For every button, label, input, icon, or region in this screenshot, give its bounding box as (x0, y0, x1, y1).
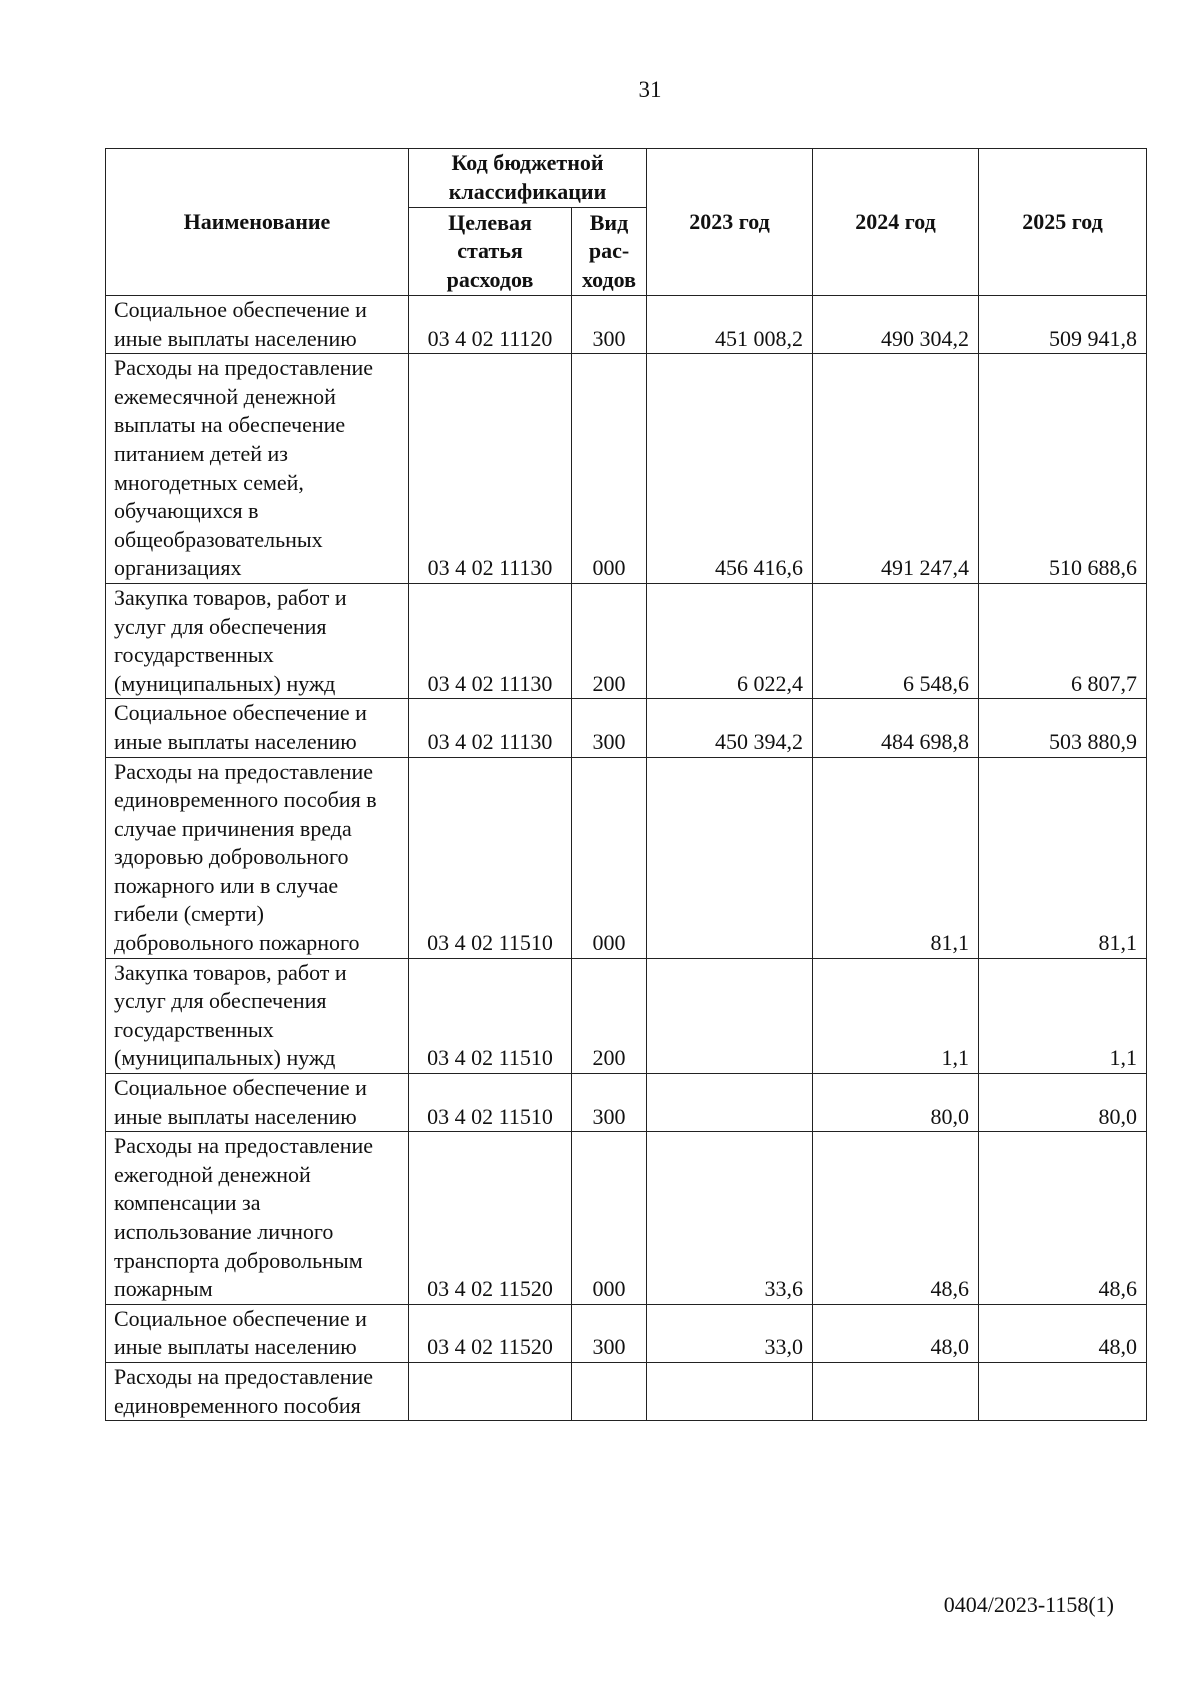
header-target-article: Целевая статья расходов (409, 208, 572, 296)
header-2025: 2025 год (979, 149, 1147, 296)
row-expense-type-cell: 200 (572, 958, 647, 1073)
header-code-group: Код бюджетной классификации (409, 149, 647, 208)
row-expense-type-cell: 300 (572, 1304, 647, 1362)
row-2023-cell: 456 416,6 (647, 354, 813, 584)
row-2024-cell: 484 698,8 (813, 699, 979, 757)
row-target-article-cell: 03 4 02 11120 (409, 296, 572, 354)
row-2025-cell: 48,6 (979, 1132, 1147, 1305)
row-2023-cell: 33,6 (647, 1132, 813, 1305)
row-target-article-cell (409, 1362, 572, 1420)
row-expense-type-cell: 000 (572, 757, 647, 958)
row-2025-cell: 48,0 (979, 1304, 1147, 1362)
table-row (106, 354, 1147, 584)
row-2023-cell (647, 757, 813, 958)
row-name-cell: Социальное обеспечение и иные выплаты населению (106, 296, 409, 354)
row-2024-cell: 48,0 (813, 1304, 979, 1362)
page-number: 31 (638, 77, 662, 102)
table-row (106, 296, 1147, 354)
row-target-article-cell: 03 4 02 11130 (409, 354, 572, 584)
row-name-cell: Социальное обеспечение и иные выплаты населению (106, 1074, 409, 1132)
row-name-cell: Социальное обеспечение и иные выплаты населению (106, 699, 409, 757)
row-2024-cell: 48,6 (813, 1132, 979, 1305)
row-name-cell: Расходы на предоставление единовременного пособия (106, 1362, 409, 1420)
row-2025-cell: 6 807,7 (979, 583, 1147, 698)
row-expense-type-cell: 300 (572, 296, 647, 354)
row-2023-cell: 451 008,2 (647, 296, 813, 354)
table-body (106, 296, 1147, 1421)
row-2024-cell: 1,1 (813, 958, 979, 1073)
row-2023-cell (647, 1074, 813, 1132)
row-target-article-cell: 03 4 02 11510 (409, 1074, 572, 1132)
table-row (106, 583, 1147, 698)
document-id: 0404/2023-1158(1) (943, 1592, 1114, 1617)
row-2023-cell (647, 1362, 813, 1420)
table-row (106, 1304, 1147, 1362)
row-name-cell: Расходы на предоставление ежегодной денежной компенсации за использование личного транспорта добровольным пожарным (106, 1132, 409, 1305)
row-2023-cell: 6 022,4 (647, 583, 813, 698)
row-expense-type-cell: 200 (572, 583, 647, 698)
row-expense-type-cell (572, 1362, 647, 1420)
table-row (106, 699, 1147, 757)
row-2025-cell: 503 880,9 (979, 699, 1147, 757)
row-name-cell: Социальное обеспечение и иные выплаты населению (106, 1304, 409, 1362)
row-target-article-cell: 03 4 02 11130 (409, 583, 572, 698)
row-target-article-cell: 03 4 02 11520 (409, 1304, 572, 1362)
header-2024: 2024 год (813, 149, 979, 296)
table-row (106, 958, 1147, 1073)
budget-table (105, 148, 1147, 1421)
row-2023-cell: 450 394,2 (647, 699, 813, 757)
header-name: Наименование (106, 149, 409, 296)
row-expense-type-cell: 300 (572, 699, 647, 757)
row-target-article-cell: 03 4 02 11510 (409, 958, 572, 1073)
row-2023-cell: 33,0 (647, 1304, 813, 1362)
row-2025-cell: 510 688,6 (979, 354, 1147, 584)
header-2023: 2023 год (647, 149, 813, 296)
row-expense-type-cell: 000 (572, 1132, 647, 1305)
row-target-article-cell: 03 4 02 11510 (409, 757, 572, 958)
row-target-article-cell: 03 4 02 11130 (409, 699, 572, 757)
header-expense-type: Вид рас-ходов (572, 208, 647, 296)
table-row (106, 1074, 1147, 1132)
row-name-cell: Закупка товаров, работ и услуг для обеспечения государственных (муниципальных) нужд (106, 958, 409, 1073)
row-2024-cell: 490 304,2 (813, 296, 979, 354)
row-2024-cell (813, 1362, 979, 1420)
table-row (106, 757, 1147, 958)
row-expense-type-cell: 000 (572, 354, 647, 584)
table-header (106, 149, 1147, 296)
row-name-cell: Расходы на предоставление единовременного пособия в случае причинения вреда здоровью добровольного пожарного или в случае гибели (смерти) добровольного пожарного (106, 757, 409, 958)
row-expense-type-cell: 300 (572, 1074, 647, 1132)
row-2025-cell: 81,1 (979, 757, 1147, 958)
row-target-article-cell: 03 4 02 11520 (409, 1132, 572, 1305)
row-2024-cell: 81,1 (813, 757, 979, 958)
table-row (106, 1132, 1147, 1305)
row-2024-cell: 80,0 (813, 1074, 979, 1132)
table-row (106, 1362, 1147, 1420)
row-name-cell: Закупка товаров, работ и услуг для обеспечения государственных (муниципальных) нужд (106, 583, 409, 698)
row-2024-cell: 6 548,6 (813, 583, 979, 698)
row-2024-cell: 491 247,4 (813, 354, 979, 584)
row-name-cell: Расходы на предоставление ежемесячной денежной выплаты на обеспечение питанием детей из многодетных семей, обучающихся в общеобразовательных организациях (106, 354, 409, 584)
row-2025-cell: 80,0 (979, 1074, 1147, 1132)
row-2025-cell (979, 1362, 1147, 1420)
row-2025-cell: 509 941,8 (979, 296, 1147, 354)
row-2023-cell (647, 958, 813, 1073)
row-2025-cell: 1,1 (979, 958, 1147, 1073)
